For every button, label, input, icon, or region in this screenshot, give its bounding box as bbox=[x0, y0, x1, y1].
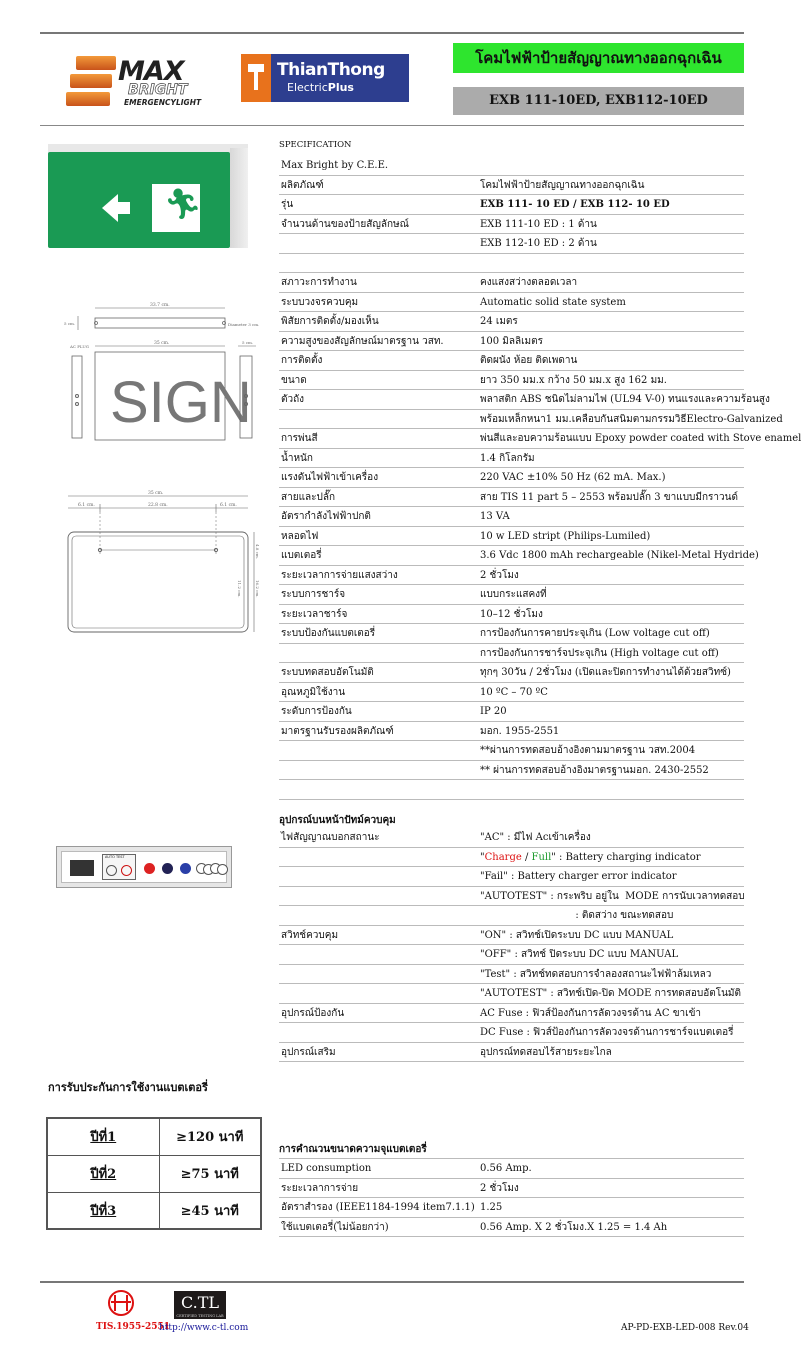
dim-side: 5 cm. bbox=[242, 340, 254, 345]
row-value: "Fail" : Battery charger error indicator bbox=[480, 871, 677, 882]
warranty-time: ≥120 นาที bbox=[159, 1118, 261, 1155]
row-value: : ติดสว่าง ขณะทดสอบ bbox=[480, 910, 674, 921]
table-row bbox=[279, 468, 744, 488]
row-value: 0.56 Amp. bbox=[480, 1163, 532, 1174]
row-value: Automatic solid state system bbox=[480, 296, 626, 308]
table-row bbox=[279, 585, 744, 605]
table-row bbox=[279, 683, 744, 703]
row-value: สาย TIS 11 part 5 – 2553 พร้อมปลั๊ก 3 ขาแบบมีกราวนด์ bbox=[480, 491, 738, 503]
table-row bbox=[279, 527, 744, 547]
battery-heading: การคำณวนขนาดความจุแบตเตอรี่ bbox=[279, 1144, 427, 1155]
row-label: ระบบป้องกันแบตเตอรี่ bbox=[281, 628, 376, 639]
row-value: ยาว 350 มม.x กว้าง 50 มม.x สูง 162 มม. bbox=[480, 374, 667, 386]
dim-depth: 5 cm. bbox=[64, 321, 76, 326]
table-row bbox=[279, 488, 744, 508]
row-label: อุปกรณ์ป้องกัน bbox=[281, 1007, 345, 1019]
row-value: พลาสติก ABS ชนิดไม่ลามไฟ (UL94 V-0) ทนแรงและความร้อนสูง bbox=[480, 394, 770, 405]
dim-total-height: 16.2 cm. bbox=[255, 580, 260, 598]
dim-mid-seg: 22.8 cm. bbox=[148, 503, 168, 508]
row-value: "AC" : มีไฟ Acเข้าเครื่อง bbox=[480, 832, 591, 843]
row-value: 0.56 Amp. X 2 ชั่วโมง.X 1.25 = 1.4 Ah bbox=[480, 1221, 668, 1233]
dim-length-top: 33.7 cm. bbox=[150, 303, 170, 308]
brand-electric-plus: ElectricPlus bbox=[287, 81, 354, 94]
page-title: โคมไฟฟ้าป้ายสัญญาณทางออกฉุกเฉิน bbox=[453, 43, 744, 73]
row-value: "ON" : สวิทช์เปิดระบบ DC แบบ MANUAL bbox=[480, 929, 674, 941]
row-value: 2 ชั่วโมง bbox=[480, 569, 519, 581]
table-row bbox=[279, 722, 744, 742]
row-label: อุณหภูมิใช้งาน bbox=[281, 686, 346, 698]
table-row bbox=[279, 293, 744, 313]
ctl-logo: C.TL CERTIFIED TESTING LAB bbox=[174, 1291, 226, 1319]
max-bright-logo bbox=[66, 54, 216, 110]
brand-bright: BRIGHT bbox=[128, 82, 188, 98]
row-value: 24 เมตร bbox=[480, 316, 518, 327]
spec-table bbox=[279, 156, 801, 800]
table-row bbox=[279, 848, 744, 868]
row-value: พ่นสีและอบความร้อนแบบ Epoxy powder coated with Stove enamel bbox=[480, 433, 801, 444]
row-label: หลอดไฟ bbox=[281, 530, 319, 542]
row-label: รุ่น bbox=[281, 199, 294, 210]
dimension-drawing-back bbox=[60, 486, 260, 636]
table-row bbox=[279, 1179, 744, 1199]
row-value: IP 20 bbox=[480, 706, 507, 717]
row-value: ติดผนัง ห้อย ติดเพดาน bbox=[480, 355, 578, 366]
top-rule bbox=[40, 32, 744, 34]
row-label: การติดตั้ง bbox=[281, 355, 323, 366]
controls-table bbox=[279, 828, 744, 1062]
table-row bbox=[279, 1198, 744, 1218]
warranty-row bbox=[47, 1155, 261, 1192]
warranty-table bbox=[46, 1117, 262, 1230]
row-label: ไฟสัญญาณบอกสถานะ bbox=[281, 832, 380, 843]
table-row bbox=[279, 449, 744, 469]
autotest-switch bbox=[106, 865, 117, 876]
website-link[interactable]: http://www.c-tl.com bbox=[159, 1323, 249, 1333]
row-value: DC Fuse : ฟิวส์ป้องกันการลัดวงจรด้านการชาร์จแบตเตอรี่ bbox=[480, 1027, 734, 1038]
controls-heading: อุปกรณ์บนหน้าปัทม์ควบคุม bbox=[279, 815, 396, 826]
dim-left-seg: 6.1 cm. bbox=[78, 503, 95, 508]
row-label: มาตรฐานรับรองผลิตภัณฑ์ bbox=[281, 725, 394, 737]
value-part: / bbox=[521, 851, 532, 863]
table-row bbox=[279, 351, 744, 371]
row-value: 1.25 bbox=[480, 1202, 503, 1213]
row-label: ระบบวงจรควบคุม bbox=[281, 296, 359, 308]
dim-right-seg: 6.1 cm. bbox=[220, 503, 237, 508]
autotest-label: AUTO TEST bbox=[105, 855, 125, 859]
table-row bbox=[279, 887, 744, 907]
table-row bbox=[279, 371, 744, 391]
autotest-indicator bbox=[217, 864, 228, 875]
row-label: อัตรากำลังไฟฟ้าปกติ bbox=[281, 511, 371, 522]
row-label: ตัวถัง bbox=[281, 394, 305, 405]
brand-max: MAX bbox=[118, 56, 184, 87]
table-row bbox=[279, 741, 744, 761]
row-label: ผลิตภัณฑ์ bbox=[281, 179, 324, 191]
lamp-icon bbox=[241, 54, 271, 102]
row-value: 10 ºC – 70 ºC bbox=[480, 686, 548, 698]
row-value: พร้อมเหล็กหนา1 มม.เคลือบกันสนิมตามกรรมวิธีElectro-Galvanized bbox=[480, 413, 783, 425]
warranty-title: การรับประกันการใช้งานแบตเตอรี่ bbox=[48, 1081, 208, 1094]
table-row bbox=[279, 234, 744, 254]
row-value: 2 ชั่วโมง bbox=[480, 1182, 519, 1194]
row-label: การพ่นสี bbox=[281, 433, 318, 444]
row-label: ขนาด bbox=[281, 374, 307, 386]
table-row bbox=[279, 1023, 744, 1043]
row-value: ** ผ่านการทดสอบอ้างอิงมาตรฐานมอก. 2430-2552 bbox=[480, 764, 709, 776]
control-panel-image bbox=[56, 846, 232, 888]
battery-table bbox=[279, 1158, 744, 1237]
document-number: AP-PD-EXB-LED-008 Rev.04 bbox=[621, 1323, 749, 1333]
row-label: จำนวนด้านของป้ายสัญลักษณ์ bbox=[281, 218, 409, 230]
table-row bbox=[279, 332, 744, 352]
row-value: EXB 112-10 ED : 2 ด้าน bbox=[480, 238, 597, 249]
row-label: แรงดันไฟฟ้าเข้าเครื่อง bbox=[281, 472, 379, 483]
row-label: ระยะเวลาชาร์จ bbox=[281, 608, 348, 620]
model-title: EXB 111-10ED, EXB112-10ED bbox=[453, 87, 744, 115]
row-value: 1.4 กิโลกรัม bbox=[480, 452, 535, 464]
thianthong-logo bbox=[241, 54, 409, 102]
dim-ac-plug: AC PLUG bbox=[70, 344, 89, 349]
row-label: สวิทช์ควบคุม bbox=[281, 929, 339, 941]
table-row bbox=[279, 663, 744, 683]
table-row bbox=[279, 906, 744, 926]
warranty-time: ≥75 นาที bbox=[159, 1155, 261, 1192]
dim-top-offset: 4.8 cm. bbox=[255, 544, 260, 559]
row-value: ทุกๆ 30วัน / 2ชั่วโมง (เปิดและปิดการทำงานได้ด้วยสวิทซ์) bbox=[480, 667, 731, 678]
sign-face bbox=[48, 152, 230, 248]
dimension-drawing-front bbox=[60, 296, 260, 446]
row-label: Max Bright by C.E.E. bbox=[281, 160, 389, 171]
row-value: EXB 111-10 ED : 1 ด้าน bbox=[480, 218, 597, 230]
table-row bbox=[279, 965, 744, 985]
warranty-row bbox=[47, 1192, 261, 1229]
dim-inner-height: 11.2 cm. bbox=[237, 580, 242, 598]
table-row bbox=[279, 867, 744, 887]
row-label: ระดับการป้องกัน bbox=[281, 706, 352, 717]
table-row bbox=[279, 254, 744, 274]
row-label: ใช้แบตเตอรี่(ไม่น้อยกว่า) bbox=[281, 1221, 389, 1233]
table-row bbox=[279, 761, 744, 781]
table-row bbox=[279, 945, 744, 965]
table-row bbox=[279, 215, 744, 235]
row-value: คงแสงสว่างตลอดเวลา bbox=[480, 277, 578, 288]
spec-heading: SPECIFICATION bbox=[279, 140, 352, 150]
row-label: ระบบการชาร์จ bbox=[281, 589, 346, 600]
test-button bbox=[144, 863, 155, 874]
table-row bbox=[279, 1004, 744, 1024]
dim-length-front: 35 cm. bbox=[154, 341, 170, 346]
row-value: 10–12 ชั่วโมง bbox=[480, 608, 543, 620]
row-label: อัตราสำรอง (IEEE1184-1994 item7.1.1) bbox=[281, 1202, 475, 1213]
row-value: "AUTOTEST" : สวิทช์เปิด-ปิด MODE การทดสอบอัตโนมัติ bbox=[480, 988, 742, 999]
table-row bbox=[279, 605, 744, 625]
brand-emergency: EMERGENCYLIGHT bbox=[124, 98, 202, 107]
product-photo: 🏃︎ bbox=[48, 144, 248, 249]
row-value: การป้องกันการคายประจุเกิน (Low voltage cut off) bbox=[480, 628, 710, 639]
table-row bbox=[279, 702, 744, 722]
off-button bbox=[162, 863, 173, 874]
value-part: " : Battery charging indicator bbox=[551, 851, 701, 863]
row-label: สภาวะการทำงาน bbox=[281, 277, 357, 288]
value-part: " bbox=[480, 851, 485, 863]
row-value: แบบกระแสคงที่ bbox=[480, 589, 547, 600]
table-row bbox=[279, 780, 744, 800]
row-value: "Test" : สวิทช์ทดสอบการจำลองสถานะไฟฟ้าล้มเหลว bbox=[480, 968, 712, 980]
row-value: "AUTOTEST" : กระพริบ อยู่ใน MODE การนับเวลาทดสอบ bbox=[480, 890, 745, 902]
table-row bbox=[279, 624, 744, 644]
dim-total-width: 35 cm. bbox=[148, 491, 164, 496]
table-row bbox=[279, 195, 744, 215]
row-value: 13 VA bbox=[480, 511, 510, 522]
row-value: โคมไฟฟ้าป้ายสัญญาณทางออกฉุกเฉิน bbox=[480, 179, 645, 191]
table-row bbox=[279, 312, 744, 332]
row-label: อุปกรณ์เสริม bbox=[281, 1046, 336, 1058]
dim-diameter: Diameter 3 cm. bbox=[228, 322, 260, 327]
value-part: Full bbox=[531, 851, 552, 863]
table-row bbox=[279, 410, 783, 430]
table-row bbox=[279, 1218, 744, 1238]
row-value: 100 มิลลิเมตร bbox=[480, 335, 543, 347]
row-value: AC Fuse : ฟิวส์ป้องกันการลัดวงจรด้าน AC ขาเข้า bbox=[480, 1007, 702, 1019]
warranty-time: ≥45 นาที bbox=[159, 1192, 261, 1229]
row-label: ระยะเวลาการจ่ายแสงสว่าง bbox=[281, 569, 398, 581]
row-label: แบตเตอรี่ bbox=[281, 550, 322, 561]
table-row bbox=[279, 828, 744, 848]
row-label: สายและปลั๊ก bbox=[281, 491, 336, 503]
warranty-year: ปีที่1 bbox=[47, 1118, 159, 1155]
tis-certification-icon bbox=[108, 1290, 134, 1316]
table-row bbox=[279, 429, 801, 449]
table-row bbox=[279, 566, 744, 586]
row-value: มอก. 1955-2551 bbox=[480, 725, 560, 737]
value-part: Charge bbox=[484, 851, 522, 863]
warranty-row bbox=[47, 1118, 261, 1155]
row-value: 220 VAC ±10% 50 Hz (62 mA. Max.) bbox=[480, 472, 666, 483]
row-value: 3.6 Vdc 1800 mAh rechargeable (Nikel-Metal Hydride) bbox=[480, 550, 759, 561]
max-e-icon bbox=[66, 54, 118, 108]
brand-thianthong: ThianThong bbox=[277, 60, 385, 80]
power-switch bbox=[121, 865, 132, 876]
row-label: LED consumption bbox=[281, 1163, 372, 1174]
table-row bbox=[279, 926, 744, 946]
table-row bbox=[279, 984, 744, 1004]
table-row bbox=[279, 390, 770, 410]
warranty-year: ปีที่2 bbox=[47, 1155, 159, 1192]
autotest-switch-box bbox=[102, 854, 136, 880]
bottom-rule bbox=[40, 1281, 744, 1283]
table-row bbox=[279, 156, 744, 176]
row-value: **ผ่านการทดสอบอ้างอิงตามมาตรฐาน วสท.2004 bbox=[480, 745, 696, 756]
row-value: อุปกรณ์ทดสอบไร้สายระยะไกล bbox=[480, 1046, 612, 1058]
row-value bbox=[480, 848, 701, 867]
row-label: พิสัยการติดตั้ง/มองเห็น bbox=[281, 316, 379, 327]
row-label: ระบบทดสอบอัตโนมัติ bbox=[281, 667, 374, 678]
display-icon bbox=[70, 860, 94, 876]
header-rule bbox=[40, 125, 744, 126]
table-row bbox=[279, 1159, 744, 1179]
table-row bbox=[279, 176, 744, 196]
table-row bbox=[279, 1043, 744, 1063]
sign-text: SIGN bbox=[110, 370, 252, 435]
tis-number: TIS.1955-2551 bbox=[96, 1322, 171, 1332]
table-row bbox=[279, 644, 744, 664]
table-row bbox=[279, 546, 759, 566]
row-label: ระยะเวลาการจ่าย bbox=[281, 1182, 359, 1194]
table-row bbox=[279, 273, 744, 293]
on-button bbox=[180, 863, 191, 874]
row-value: EXB 111- 10 ED / EXB 112- 10 ED bbox=[480, 199, 670, 210]
row-label: ความสูงของสัญลักษณ์มาตรฐาน วสท. bbox=[281, 335, 444, 347]
row-value: การป้องกันการชาร์จประจุเกิน (High voltage cut off) bbox=[480, 647, 719, 659]
table-row bbox=[279, 507, 744, 527]
row-value: "OFF" : สวิทช์ ปิดระบบ DC แบบ MANUAL bbox=[480, 949, 679, 960]
warranty-year: ปีที่3 bbox=[47, 1192, 159, 1229]
row-label: น้ำหนัก bbox=[281, 452, 313, 464]
row-value: 10 w LED stript (Philips-Lumiled) bbox=[480, 530, 651, 542]
